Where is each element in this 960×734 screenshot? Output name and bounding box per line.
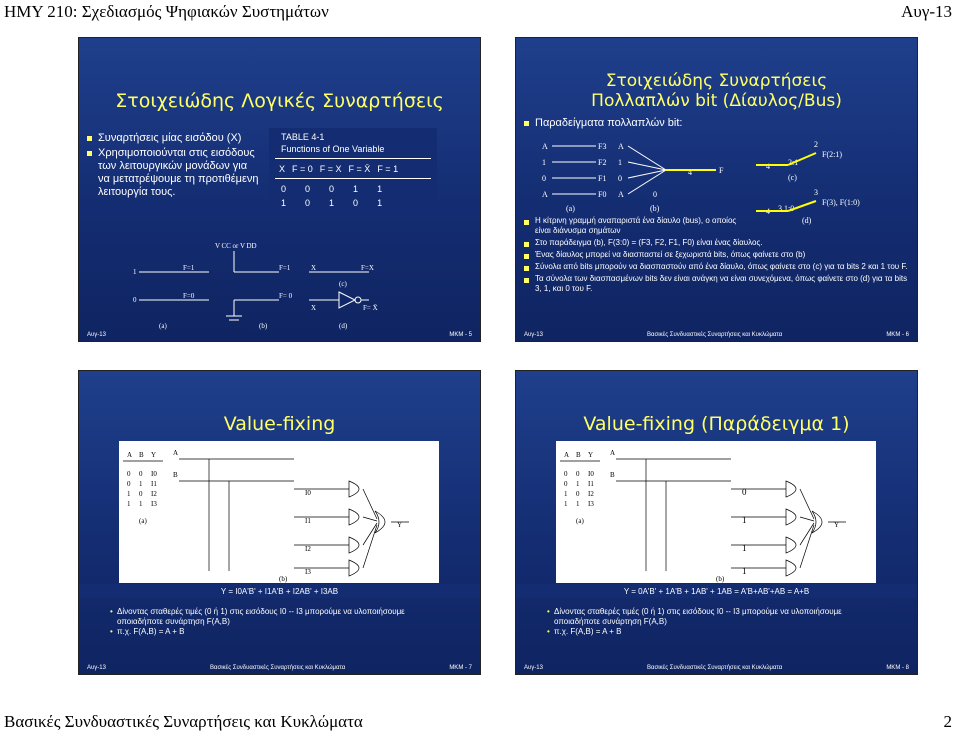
page-number: 2 [943, 712, 952, 731]
output-label: Y [834, 521, 840, 529]
notes [546, 607, 866, 637]
slide-footer [87, 665, 472, 671]
output-label: Y [397, 521, 403, 529]
mux-input-label: I2 [305, 545, 311, 553]
table-cell: 1 [377, 184, 383, 194]
caption-a: (a) [576, 517, 584, 525]
select-label: B [610, 471, 615, 479]
fig-right-label: A [618, 142, 624, 151]
bus-width: 2 [814, 140, 818, 149]
tt-cell: 1 [139, 480, 143, 488]
page-header-right: Αυγ-13 [901, 2, 952, 21]
bullet-item: Στο παράδειγμα (b), F(3:0) = (F3, F2, F1, F0) είναι ένας δίαυλος. [524, 238, 910, 248]
page-footer-left: Βασικές Συνδυαστικές Συναρτήσεις και Κυκλώματα [4, 712, 363, 731]
title-line: Στοιχειώδης Συναρτήσεις [605, 71, 828, 91]
note-item: • π.χ. F(A,B) = A + B [546, 627, 866, 637]
footer-slide-number: MKM - 7 [449, 665, 472, 671]
fig-f-label: F3 [598, 142, 607, 151]
table-header: F = X [319, 164, 342, 174]
equation: Y = I0A'B' + I1A'B + I2AB' + I3AB [220, 587, 339, 596]
fig-left-label: 0 [542, 174, 546, 183]
footer-slide-number: MKM - 8 [886, 665, 909, 671]
tt-cell: 0 [576, 490, 580, 498]
bullet-item: Τα σύνολα των διασπασμένων bits δεν είναι ανάγκη να είναι συνεχόμενα, όπως φαίνετε στο (d) για τα bits 3, 1, και 0 του F. [524, 274, 910, 294]
mux-input-label: I1 [305, 517, 311, 525]
slide-title [516, 71, 917, 111]
slide-7 [78, 370, 481, 675]
select-label: B [173, 471, 178, 479]
fig-left-label: A [542, 142, 548, 151]
mux-input-value: 1 [742, 515, 747, 525]
table-cell: 1 [353, 184, 359, 194]
slide-title: Value-fixing [223, 413, 336, 435]
bullet-item: Σύνολα από bits μπορούν να διασπαστούν από ένα δίαυλο, όπως φαίνετε στο (c) για τα bits 2 και 1 του F. [524, 262, 910, 272]
bus-range: 3,1:0 [778, 204, 795, 213]
intro [524, 117, 682, 132]
output-label: F(2:1) [822, 150, 842, 159]
footer-date: Αυγ-13 [524, 332, 543, 338]
tt-cell: 0 [564, 480, 568, 488]
fig-right-label: 0 [618, 174, 622, 183]
tt-header: Y [151, 451, 157, 459]
slide-5 [78, 37, 481, 342]
slide-footer [524, 332, 909, 338]
select-label: A [610, 449, 616, 457]
caption-a: (a) [566, 204, 575, 213]
bullet-item: Συναρτήσεις μίας εισόδου (X) [87, 132, 259, 145]
note-item: • π.χ. F(A,B) = A + B [109, 627, 429, 637]
table-cell: 0 [305, 198, 311, 208]
tt-header: Y [588, 451, 594, 459]
input-x-label: X [311, 304, 317, 312]
mux-figure [119, 441, 439, 583]
table-rule [275, 158, 431, 159]
slide-title: Value-fixing (Παράδειγμα 1) [583, 413, 850, 435]
footer-date: Αυγ-13 [87, 332, 106, 338]
bullet-list [524, 216, 910, 296]
slide-footer [87, 332, 472, 338]
title-line: Πολλαπλών bit (Δίαυλος/Bus) [591, 91, 842, 111]
slide-footer [524, 665, 909, 671]
table-cell: 0 [329, 184, 335, 194]
table-cell: 0 [281, 184, 287, 194]
output-label: F=1 [183, 264, 195, 272]
tt-cell: 0 [139, 470, 143, 478]
tt-cell: I1 [588, 480, 594, 488]
bullet-item: Χρησιμοποιούνται στις εισόδους των λειτουργικών μονάδων για να μετατρέψουμε τη προτιθέμενη λειτουργία τους. [87, 147, 259, 199]
fig-right-label: 1 [618, 158, 622, 167]
table-cell: 0 [305, 184, 311, 194]
tt-cell: 1 [127, 500, 131, 508]
page-header-left: ΗΜΥ 210: Σχεδιασμός Ψηφιακών Συστημάτων [4, 2, 329, 21]
output-label: F= 0 [279, 292, 293, 300]
output-label: F=0 [183, 292, 195, 300]
tt-header: A [564, 451, 570, 459]
table-subtitle: Functions of One Variable [281, 144, 385, 154]
tt-cell: I3 [151, 500, 157, 508]
footer-title: Βασικές Συνδυαστικές Συναρτήσεις και Κυκλώματα [210, 665, 346, 671]
slide-6 [515, 37, 918, 342]
caption-c: (c) [339, 280, 347, 288]
fig-f-label: F1 [598, 174, 607, 183]
tt-header: B [576, 451, 581, 459]
output-label: F= X̄ [363, 304, 378, 312]
output-label: F=1 [279, 264, 291, 272]
fig-right-label: A [618, 190, 624, 199]
fig-f-label: F0 [598, 190, 607, 199]
fig-f-label: F2 [598, 158, 607, 167]
bullet-item: Παραδείγματα πολλαπλών bit: [524, 117, 682, 130]
tt-cell: 1 [139, 500, 143, 508]
mux-circuit [119, 441, 439, 583]
tt-cell: 0 [564, 470, 568, 478]
bus-definition: Η κίτρινη γραμμή αναπαριστά ένα δίαυλο (bus), ο οποίος είναι διάνυσμα σημάτων [535, 216, 737, 235]
tt-cell: 1 [127, 490, 131, 498]
table-header: X [279, 164, 286, 174]
note-item: • Δίνοντας σταθερές τιμές (0 ή 1) στις εισόδους I0 -- I3 μπορούμε να υλοποιήσουμε οποιαδήποτε συνάρτηση F(A,B) [546, 607, 866, 627]
fig-left-label: A [542, 190, 548, 199]
footer-date: Αυγ-13 [524, 665, 543, 671]
tt-cell: I1 [151, 480, 157, 488]
table-header-row [279, 164, 398, 174]
notes [109, 607, 429, 637]
caption-c: (c) [788, 173, 797, 182]
table-header: F = 0 [292, 164, 313, 174]
constant-functions-circuit [119, 236, 425, 332]
tt-cell: I2 [588, 490, 594, 498]
caption-b: (b) [259, 322, 268, 330]
tt-cell: 1 [564, 500, 568, 508]
table-cell: 1 [377, 198, 383, 208]
table-header: F = X̄ [348, 164, 371, 174]
table-row [281, 184, 382, 194]
footer-date: Αυγ-13 [87, 665, 106, 671]
table-cell: 1 [329, 198, 335, 208]
tt-cell: I0 [588, 470, 594, 478]
tt-cell: 1 [576, 500, 580, 508]
table-header: F = 1 [377, 164, 399, 174]
select-label: A [173, 449, 179, 457]
note-item: • Δίνοντας σταθερές τιμές (0 ή 1) στις εισόδους I0 -- I3 μπορούμε να υλοποιήσουμε οποιαδήποτε συνάρτηση F(A,B) [109, 607, 429, 627]
tt-cell: I3 [588, 500, 594, 508]
slide-8 [515, 370, 918, 675]
tt-cell: 0 [127, 470, 131, 478]
table-rule [275, 178, 431, 179]
table-row [281, 198, 382, 208]
tt-cell: 0 [139, 490, 143, 498]
bus-diagram [526, 135, 911, 227]
caption-b: (b) [716, 575, 725, 583]
input-zero-label: 0 [133, 296, 137, 304]
bus-range: 2:1 [788, 158, 799, 167]
input-one-label: 1 [133, 268, 137, 276]
bus-width: 4 [688, 168, 692, 177]
bullet-item [524, 216, 741, 236]
output-label: F=X [361, 264, 374, 272]
function-table [269, 128, 437, 220]
output-label: F(3), F(1:0) [822, 198, 860, 207]
mux-input-label: I3 [305, 568, 311, 576]
table-cell: 0 [353, 198, 359, 208]
tt-header: B [139, 451, 144, 459]
mux-input-value: 1 [742, 543, 747, 553]
caption-d: (d) [339, 322, 348, 330]
mux-figure [556, 441, 876, 583]
input-x-label: X [311, 264, 317, 272]
tt-cell: I2 [151, 490, 157, 498]
bus-width: 4 [766, 162, 770, 171]
tt-cell: 0 [576, 470, 580, 478]
tt-header: A [127, 451, 133, 459]
tt-cell: I0 [151, 470, 157, 478]
bus-width: 4 [766, 207, 770, 216]
caption-b: (b) [650, 204, 660, 213]
bit-label: 0 [653, 190, 657, 199]
footer-title: Βασικές Συνδυαστικές Συναρτήσεις και Κυκλώματα [647, 332, 783, 338]
fig-left-label: 1 [542, 158, 546, 167]
equation-bar [79, 584, 480, 598]
mux-input-label: I0 [305, 489, 311, 497]
mux-circuit [556, 441, 876, 583]
caption-d: (d) [802, 216, 812, 225]
footer-slide-number: MKM - 6 [886, 332, 909, 338]
equation: Y = 0A'B' + 1A'B + 1AB' + 1AB = A'B+AB'+AB = A+B [623, 587, 810, 596]
mux-input-value: 1 [742, 566, 747, 576]
equation-bar [516, 584, 917, 598]
slide-title: Στοιχειώδης Λογικές Συναρτήσεις [115, 90, 444, 112]
bullet-list [87, 132, 259, 201]
caption-a: (a) [139, 517, 147, 525]
table-title: TABLE 4-1 [281, 132, 325, 142]
tt-cell: 0 [127, 480, 131, 488]
bullet-item: Ένας δίαυλος μπορεί να διασπαστεί σε ξεχωριστά bits, όπως φαίνετε στο (b) [524, 250, 910, 260]
table-cell: 1 [281, 198, 287, 208]
tt-cell: 1 [564, 490, 568, 498]
vcc-label: V CC or V DD [215, 242, 257, 250]
caption-a: (a) [159, 322, 167, 330]
tt-cell: 1 [576, 480, 580, 488]
bus-width: 3 [814, 188, 818, 197]
mux-input-value: 0 [742, 487, 747, 497]
footer-title: Βασικές Συνδυαστικές Συναρτήσεις και Κυκλώματα [647, 665, 783, 671]
caption-b: (b) [279, 575, 288, 583]
footer-slide-number: MKM - 5 [449, 332, 472, 338]
output-label: F [719, 166, 724, 175]
